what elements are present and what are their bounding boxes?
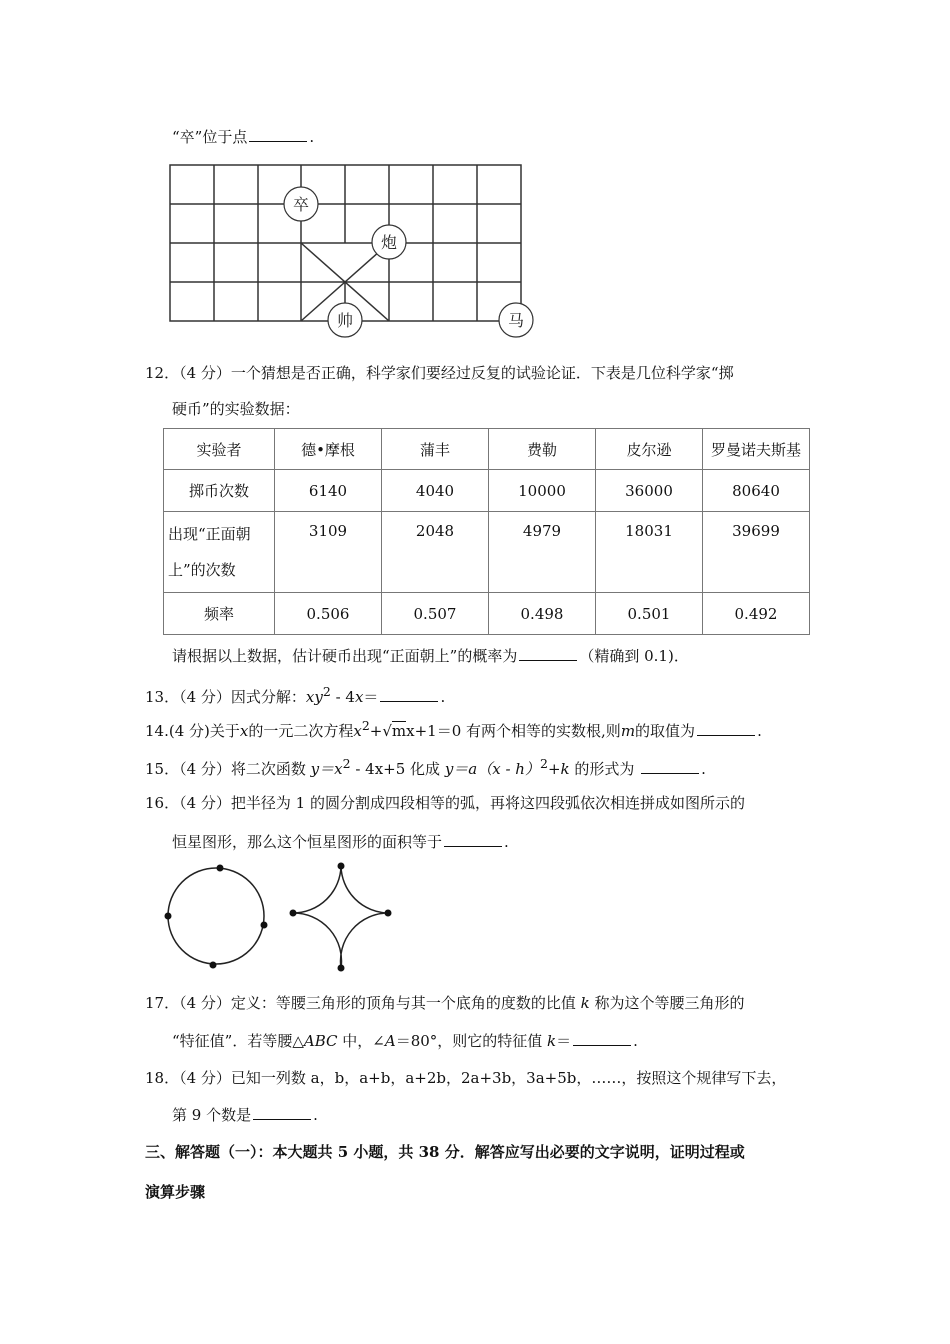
td: 6140 <box>275 470 382 512</box>
th: 费勒 <box>489 429 596 470</box>
chess-board <box>170 165 521 321</box>
q18-line2: 第 9 个数是 . <box>172 1106 318 1124</box>
q12-after: 请根据以上数据，估计硬币出现“正面朝上”的概率为 （精确到 0.1)． <box>172 647 689 665</box>
td: 18031 <box>596 512 703 593</box>
td: 0.501 <box>596 593 703 635</box>
td: 出现“正面朝上”的次数 <box>164 512 275 593</box>
q17-line1: 17．（4 分）定义：等腰三角形的顶角与其一个底角的度数的比值 k 称为这个等腰三角形的 <box>145 994 745 1012</box>
q18-line1: 18．（4 分）已知一列数 a，b，a+b，a+2b，2a+3b，3a+5b，……，按照这个规律写下去， <box>145 1069 787 1087</box>
td: 0.507 <box>382 593 489 635</box>
piece-pao: 炮 <box>380 233 398 252</box>
td: 0.492 <box>703 593 810 635</box>
th: 德•摩根 <box>275 429 382 470</box>
q12-line2: 硬币”的实验数据： <box>172 400 300 418</box>
q11-tail: “卒”位于点 . <box>172 128 315 146</box>
section3-title: 三、解答题（一）：本大题共 5 小题，共 38 分．解答应写出必要的文字说明，证明过程或 <box>145 1143 745 1161</box>
q16-line1: 16．（4 分）把半径为 1 的圆分割成四段相等的弧，再将这四段弧依次相连拼成如图所示的 <box>145 794 745 812</box>
piece-ma: 马 <box>507 311 525 330</box>
q16-line2: 恒星图形，那么这个恒星图形的面积等于 . <box>172 833 509 851</box>
td: 10000 <box>489 470 596 512</box>
piece-shuai: 帅 <box>336 311 354 330</box>
q12-line1: 12．（4 分）一个猜想是否正确，科学家们要经过反复的试验论证．下表是几位科学家“掷 <box>145 364 734 382</box>
td: 4040 <box>382 470 489 512</box>
td: 掷币次数 <box>164 470 275 512</box>
td: 频率 <box>164 593 275 635</box>
q17-line2: “特征值”．若等腰△ABC 中，∠A＝80°，则它的特征值 k＝ . <box>172 1032 638 1050</box>
td: 0.498 <box>489 593 596 635</box>
td: 4979 <box>489 512 596 593</box>
td: 39699 <box>703 512 810 593</box>
q13: 13．（4 分）因式分解：$xy^2 - 4x=$ . <box>145 684 446 706</box>
th: 皮尔逊 <box>596 429 703 470</box>
td: 36000 <box>596 470 703 512</box>
coin-table <box>163 428 810 635</box>
q15: 15．（4 分）将二次函数 $y=x^2 - 4x+5$ 化成 y＝a（x - h）$^2$+k 的形式为 . <box>145 756 706 778</box>
section3-title-2: 演算步骤 <box>145 1183 206 1201</box>
q14: 14.(4 分)关于x的一元二次方程$x^2+√mx+1=0$ 有两个相等的实数根,则m的取值为 . <box>145 718 762 740</box>
piece-zu: 卒 <box>292 195 310 214</box>
td: 2048 <box>382 512 489 593</box>
td: 80640 <box>703 470 810 512</box>
th: 罗曼诺夫斯基 <box>703 429 810 470</box>
th: 蒲丰 <box>382 429 489 470</box>
th: 实验者 <box>164 429 275 470</box>
circle-figure <box>168 868 264 964</box>
td: 3109 <box>275 512 382 593</box>
td: 0.506 <box>275 593 382 635</box>
star-figure <box>293 866 388 968</box>
